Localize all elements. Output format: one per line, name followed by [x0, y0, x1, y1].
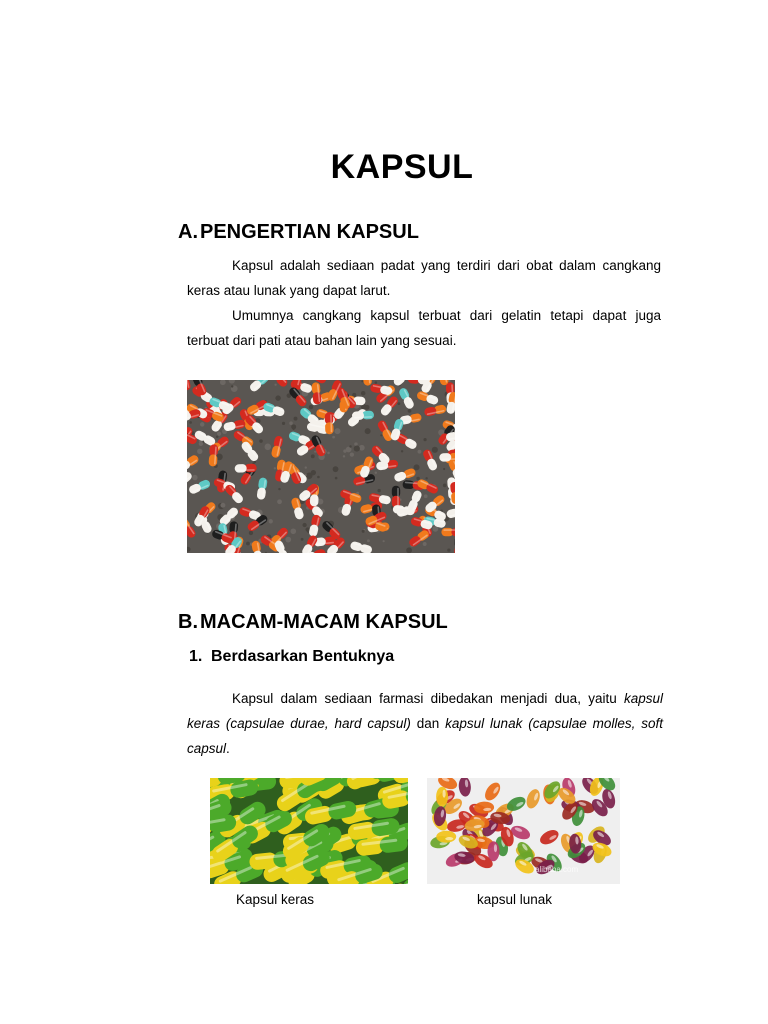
soft-capsule	[488, 841, 500, 861]
soft-capsule-graphic	[427, 778, 620, 884]
capsule-pill	[439, 453, 455, 462]
para-end: .	[226, 741, 230, 756]
section-a-heading	[178, 221, 419, 244]
hard-capsule-caption: Kapsul keras	[236, 892, 315, 907]
capsule-pill	[441, 528, 455, 536]
capsules-photo	[187, 380, 455, 553]
hard-capsule-graphic	[210, 778, 408, 884]
page-title: KAPSUL	[330, 148, 474, 186]
section-b-number: B.	[178, 611, 198, 633]
section-a-title: PENGERTIAN KAPSUL	[200, 221, 419, 243]
para-text: Kapsul dalam sediaan farmasi dibedakan menjadi dua, yaitu	[232, 691, 624, 706]
subsection-1-title: Berdasarkan Bentuknya	[211, 648, 395, 665]
soft-capsule-term: kapsul lunak (capsulae molles, soft capsul	[187, 716, 664, 756]
photo-watermark: alibaba.com	[535, 865, 579, 874]
definition-paragraph: Kapsul adalah sediaan padat yang terdiri dari obat dalam cangkang keras atau lunak yang dapat larut.	[187, 258, 661, 298]
section-a-number: A.	[178, 221, 198, 243]
hard-capsule-photo	[210, 778, 408, 884]
soft-capsule	[436, 787, 448, 807]
soft-capsule-caption: kapsul lunak	[477, 892, 553, 907]
subsection-1-heading	[189, 648, 394, 666]
capsules-photo-graphic	[187, 380, 455, 553]
capsule-types-paragraph	[187, 686, 663, 761]
shell-material-paragraph: Umumnya cangkang kapsul terbuat dari gelatin tetapi dapat juga terbuat dari pati atau bahan lain yang sesuai.	[187, 308, 661, 348]
section-b-heading	[178, 611, 448, 634]
subsection-1-number: 1.	[189, 648, 203, 665]
section-b-title: MACAM-MACAM KAPSUL	[200, 611, 448, 633]
para-connector: dan	[410, 716, 446, 731]
soft-capsule-photo	[427, 778, 620, 884]
hard-capsule-term: kapsul keras (capsulae durae, hard capsul)	[187, 691, 663, 731]
